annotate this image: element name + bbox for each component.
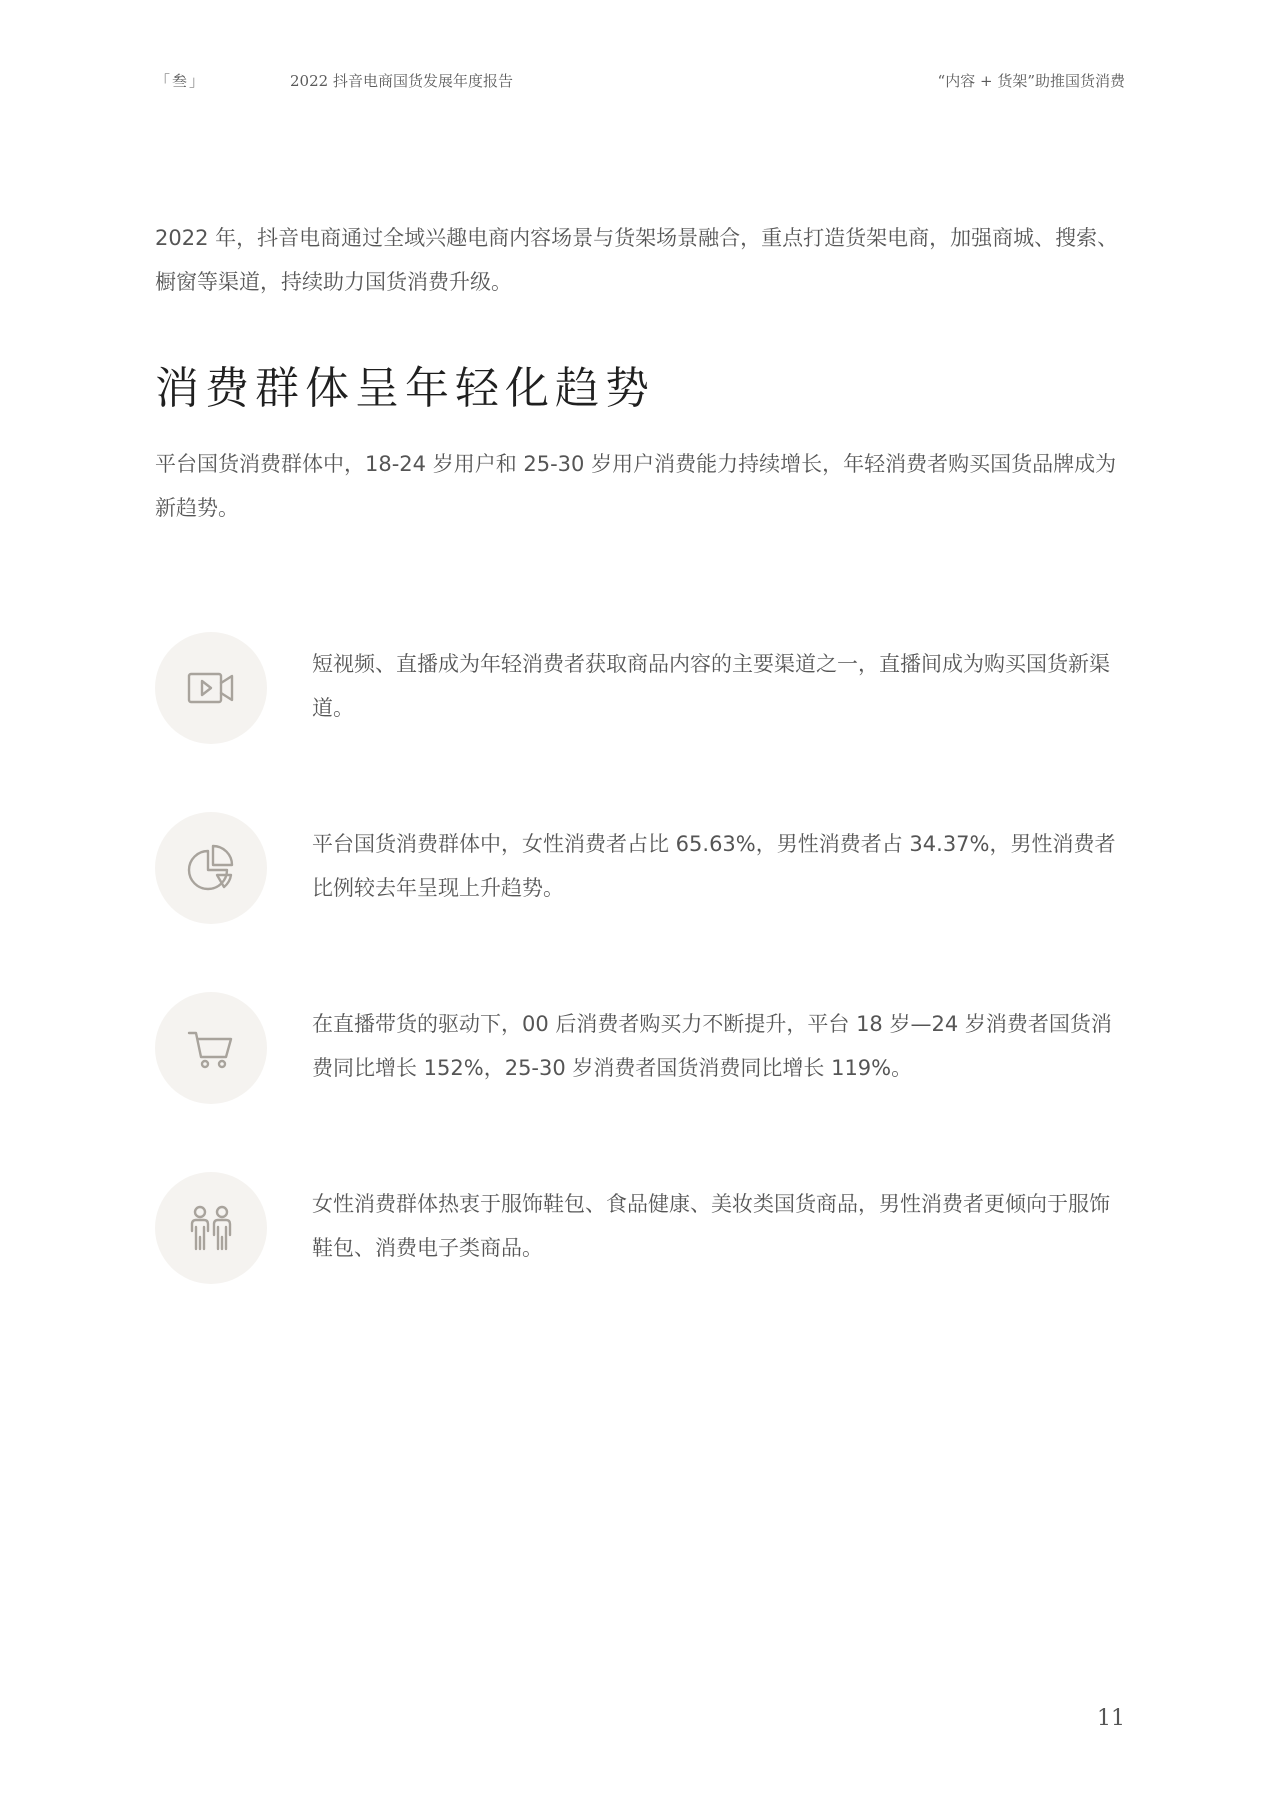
key-point-text: 短视频、直播成为年轻消费者获取商品内容的主要渠道之一，直播间成为购买国货新渠道。 xyxy=(312,652,1110,720)
shopping-cart-icon-badge xyxy=(155,992,267,1104)
key-point-2 xyxy=(155,812,1125,924)
section-heading: 消费群体呈年轻化趋势 xyxy=(155,363,655,414)
shopping-cart-icon xyxy=(186,1023,236,1073)
key-point-text: 女性消费群体热衷于服饰鞋包、食品健康、美妆类国货商品，男性消费者更倾向于服饰鞋包、消费电子类商品。 xyxy=(312,1192,1110,1260)
section-lead-paragraph: 平台国货消费群体中，18-24 岁用户和 25-30 岁用户消费能力持续增长，年轻消费者购买国货品牌成为新趋势。 xyxy=(155,452,1117,520)
page-number: 11 xyxy=(1097,1706,1125,1731)
key-point-4 xyxy=(155,1172,1125,1284)
key-point-text: 在直播带货的驱动下，00 后消费者购买力不断提升，平台 18 岁—24 岁消费者国货消费同比增长 152%，25-30 岁消费者国货消费同比增长 119%。 xyxy=(312,1012,1112,1080)
key-point-3 xyxy=(155,992,1125,1104)
pie-chart-icon-badge xyxy=(155,812,267,924)
chapter-mark: 「叁」 xyxy=(155,72,207,90)
key-point-text: 平台国货消费群体中，女性消费者占比 65.63%，男性消费者占 34.37%，男性消费者比例较去年呈现上升趋势。 xyxy=(312,832,1116,900)
page-header xyxy=(155,70,1125,94)
couple-icon-badge xyxy=(155,1172,267,1284)
couple-icon xyxy=(186,1203,236,1253)
video-camera-icon xyxy=(186,663,236,713)
intro-paragraph: 2022 年，抖音电商通过全域兴趣电商内容场景与货架场景融合，重点打造货架电商，加强商城、搜索、橱窗等渠道，持续助力国货消费升级。 xyxy=(155,226,1119,294)
pie-chart-icon xyxy=(186,843,236,893)
key-point-1 xyxy=(155,632,1125,744)
section-title: “内容 + 货架”助推国货消费 xyxy=(937,72,1125,90)
video-camera-icon-badge xyxy=(155,632,267,744)
report-title: 2022 抖音电商国货发展年度报告 xyxy=(290,72,513,90)
